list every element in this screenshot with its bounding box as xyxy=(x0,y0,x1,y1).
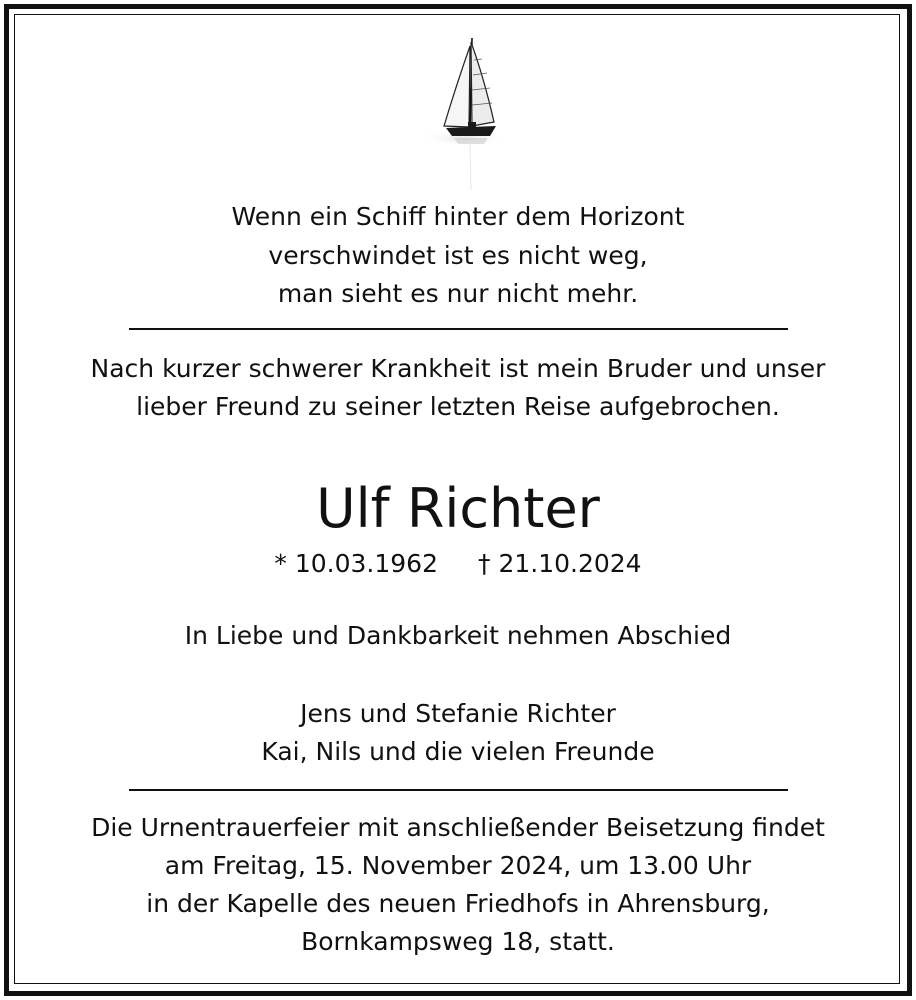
announcement-line: Nach kurzer schwerer Krankheit ist mein Bruder und unser xyxy=(90,354,826,383)
birth-date: * 10.03.1962 xyxy=(274,549,438,578)
ceremony-line: Die Urnentrauerfeier mit anschließender Beisetzung findet xyxy=(91,813,825,842)
mourner-line: Jens und Stefanie Richter xyxy=(300,699,616,728)
announcement-line: lieber Freund zu seiner letzten Reise aufgebrochen. xyxy=(136,392,780,421)
death-date: † 21.10.2024 xyxy=(478,549,642,578)
poem-line: verschwindet ist es nicht weg, xyxy=(268,241,648,270)
divider xyxy=(129,789,788,791)
mourner-line: Kai, Nils und die vielen Freunde xyxy=(261,737,655,766)
poem-line: Wenn ein Schiff hinter dem Horizont xyxy=(231,202,685,231)
farewell-text: In Liebe und Dankbarkeit nehmen Abschied xyxy=(184,621,732,650)
divider xyxy=(129,328,788,330)
poem-line: man sieht es nur nicht mehr. xyxy=(277,279,639,308)
ceremony-line: Bornkampsweg 18, statt. xyxy=(301,927,615,956)
ceremony-line: am Freitag, 15. November 2024, um 13.00 Uhr xyxy=(164,851,752,880)
deceased-name: Ulf Richter xyxy=(316,477,600,540)
ceremony-line: in der Kapelle des neuen Friedhofs in Ahrensburg, xyxy=(146,889,770,918)
life-dates xyxy=(0,549,916,579)
sailboat-icon xyxy=(408,30,508,200)
